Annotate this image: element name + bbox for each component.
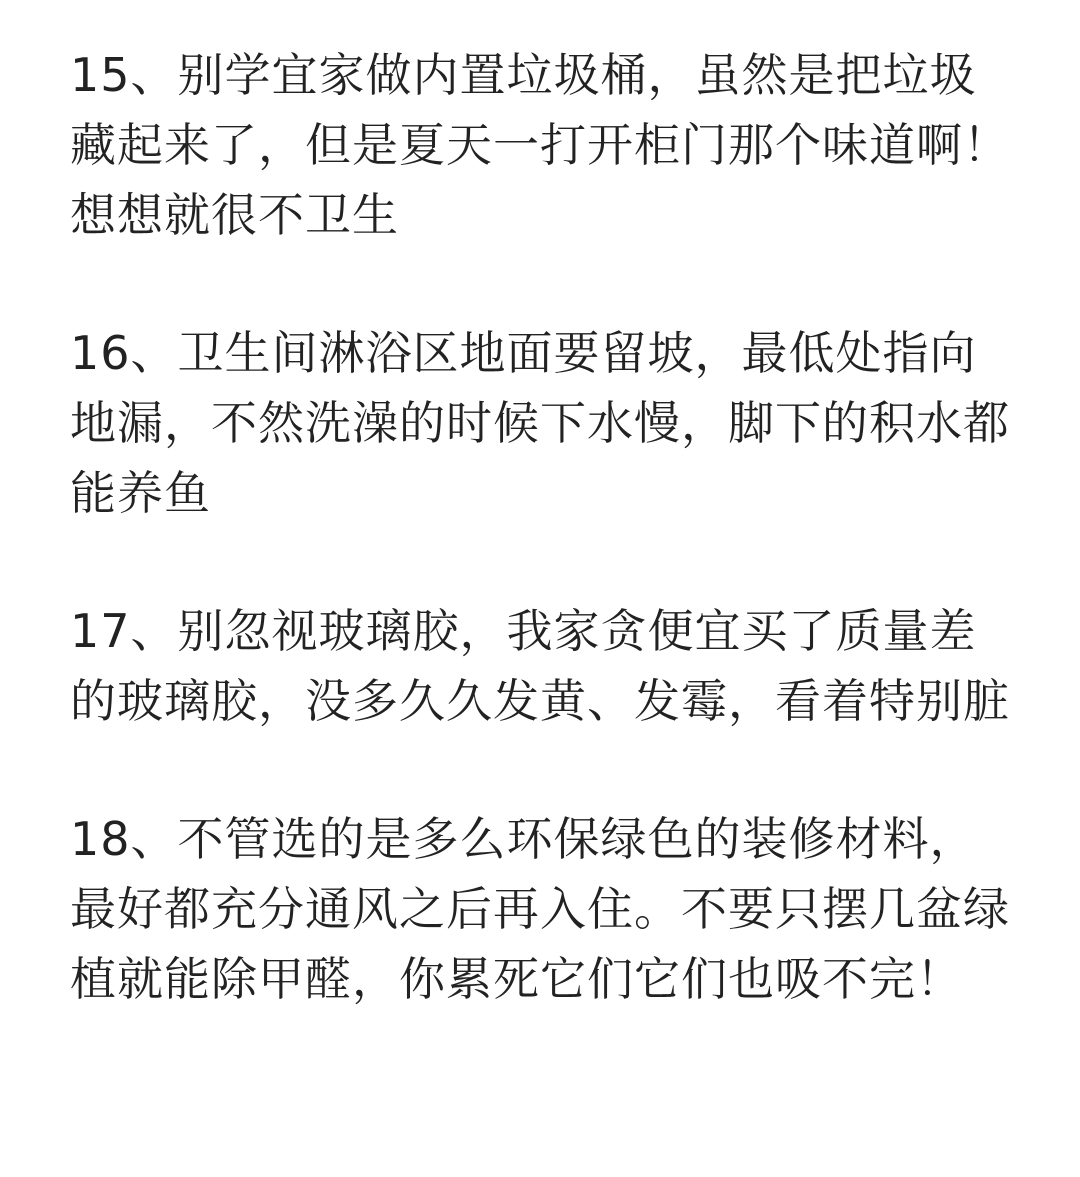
- tip-16: 16、卫生间淋浴区地面要留坡，最低处指向地漏，不然洗澡的时候下水慢，脚下的积水都能养鱼: [70, 326, 1010, 520]
- tip-15: 15、别学宜家做内置垃圾桶，虽然是把垃圾藏起来了，但是夏天一打开柜门那个味道啊！想想就很不卫生: [70, 48, 1010, 242]
- tip-17: 17、别忽视玻璃胶，我家贪便宜买了质量差的玻璃胶，没多久久发黄、发霉，看着特别脏: [70, 604, 1010, 728]
- tip-18: 18、不管选的是多么环保绿色的装修材料，最好都充分通风之后再入住。不要只摆几盆绿植就能除甲醛，你累死它们它们也吸不完！: [70, 812, 1010, 1006]
- tips-list: [70, 40, 1010, 1014]
